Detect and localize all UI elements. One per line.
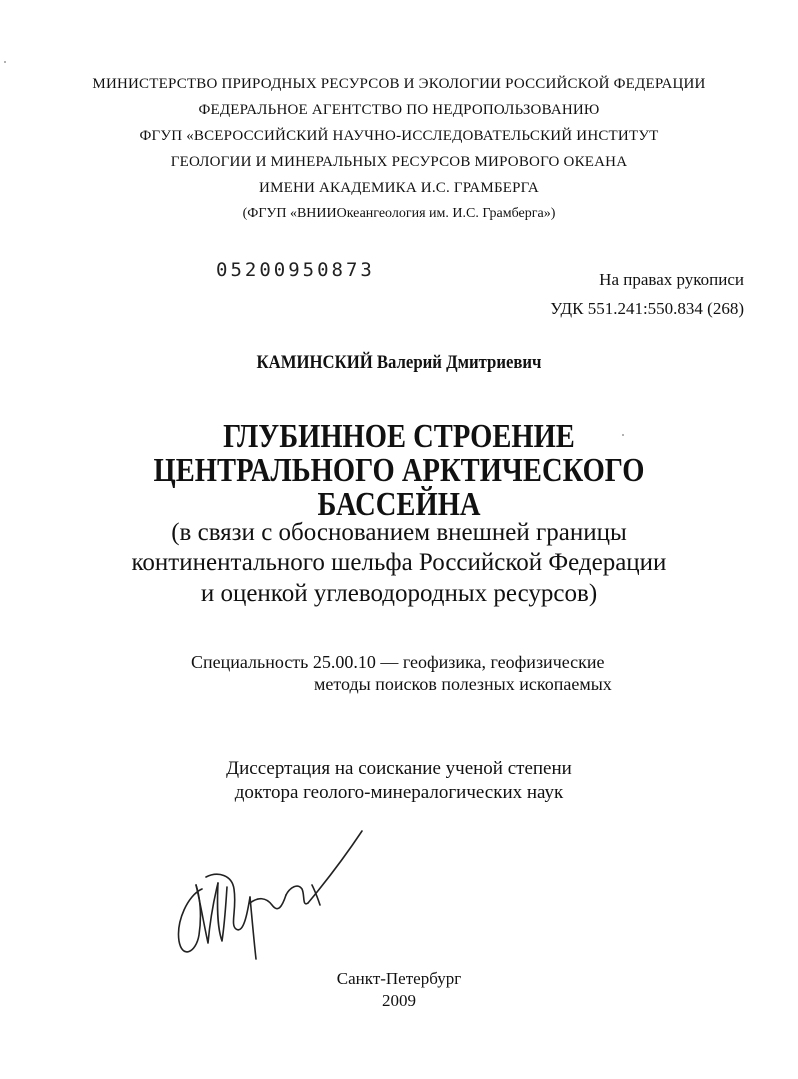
signature-stroke	[206, 874, 250, 930]
agency-line: ФЕДЕРАЛЬНОЕ АГЕНТСТВО ПО НЕДРОПОЛЬЗОВАНИЮ	[198, 102, 600, 118]
subtitle-line-1: (в связи с обоснованием внешней границы	[171, 519, 627, 546]
institute-line-2: ГЕОЛОГИИ И МИНЕРАЛЬНЫХ РЕСУРСОВ МИРОВОГО ОКЕАНА	[170, 154, 628, 170]
author-name: КАМИНСКИЙ Валерий Дмитриевич	[256, 352, 542, 373]
institute-abbrev: (ФГУП «ВНИИОкеангеология им. И.С. Грамберга»)	[242, 206, 556, 221]
institute-line-3: ИМЕНИ АКАДЕМИКА И.С. ГРАМБЕРГА	[259, 180, 539, 196]
signature-stroke	[217, 883, 227, 941]
title-line-2: ЦЕНТРАЛЬНОГО АРКТИЧЕСКОГО	[153, 452, 645, 489]
stamp-code: 05200950873	[216, 259, 375, 281]
title-line-3: БАССЕЙНА	[317, 486, 481, 523]
dissertation-line-2: доктора геолого-минералогических наук	[234, 782, 564, 803]
subtitle-line-3: и оценкой углеводородных ресурсов)	[200, 580, 598, 607]
specialty-line-1: Специальность 25.00.10 — геофизика, геофизические	[191, 652, 605, 672]
rights-note: На правах рукописи	[599, 270, 744, 289]
title-line-1: ГЛУБИННОЕ СТРОЕНИЕ	[223, 418, 575, 455]
dissertation-line-1: Диссертация на соискание ученой степени	[226, 758, 572, 779]
subtitle-line-2: континентального шельфа Российской Федерации	[131, 549, 667, 576]
signature-image	[170, 825, 370, 965]
signature-stroke	[286, 886, 308, 904]
institute-line-1: ФГУП «ВСЕРОССИЙСКИЙ НАУЧНО-ИССЛЕДОВАТЕЛЬСКИЙ ИНСТИТУТ	[139, 128, 659, 144]
signature-stroke	[250, 897, 256, 959]
scan-speck	[622, 434, 624, 436]
udc-code: УДК 551.241:550.834 (268)	[550, 299, 744, 318]
year: 2009	[382, 991, 416, 1010]
specialty-line-2: методы поисков полезных ископаемых	[314, 674, 612, 694]
scan-speck	[4, 61, 6, 63]
ministry-line: МИНИСТЕРСТВО ПРИРОДНЫХ РЕСУРСОВ И ЭКОЛОГИИ РОССИЙСКОЙ ФЕДЕРАЦИИ	[92, 76, 706, 92]
signature-stroke	[250, 895, 286, 909]
signature-stroke	[312, 885, 320, 905]
place: Санкт-Петербург	[336, 969, 462, 988]
